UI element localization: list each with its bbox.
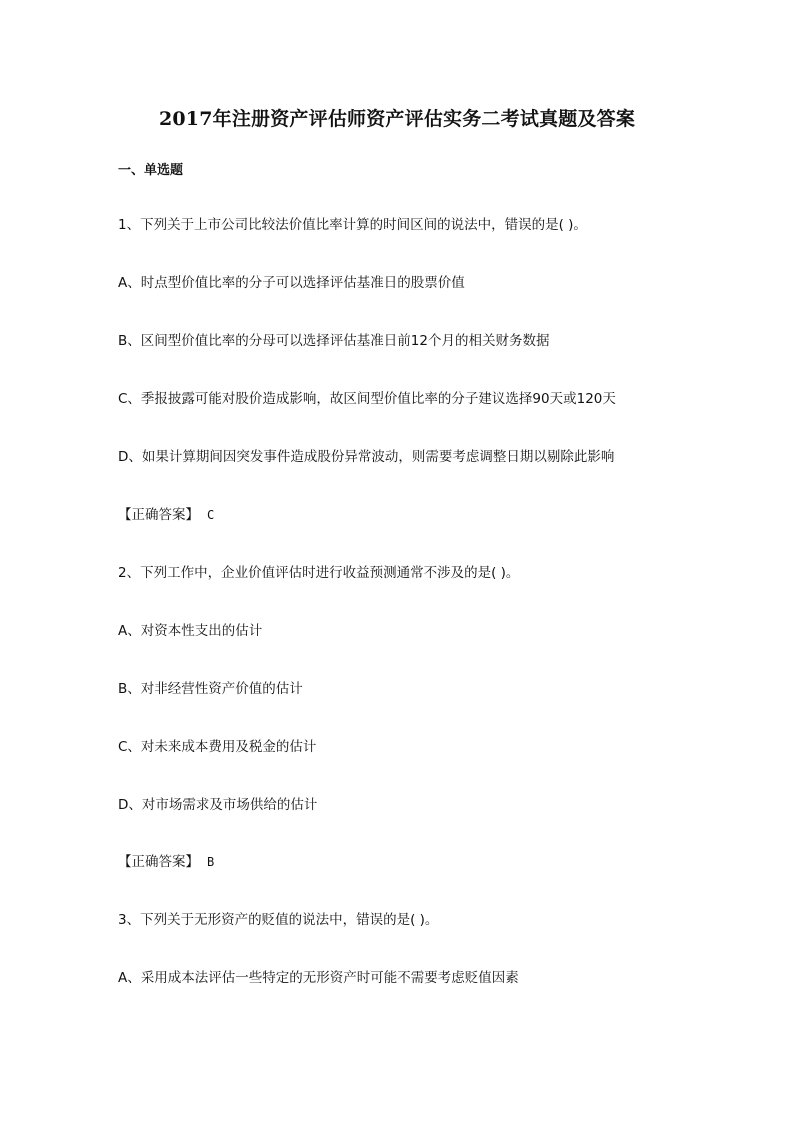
question-3-option-a: A、采用成本法评估一些特定的无形资产时可能不需要考虑贬值因素: [118, 970, 519, 986]
question-2-option-c: C、对未来成本费用及税金的估计: [118, 739, 317, 755]
document-title: 2017年注册资产评估师资产评估实务二考试真题及答案: [158, 108, 636, 130]
question-3-stem: 3、下列关于无形资产的贬值的说法中，错误的是( )。: [118, 912, 439, 928]
question-1-stem: 1、下列关于上市公司比较法价值比率计算的时间区间的说法中，错误的是( )。: [118, 217, 587, 233]
question-1-option-b: B、区间型价值比率的分母可以选择评估基准日前12个月的相关财务数据: [118, 333, 550, 349]
question-2-option-b: B、对非经营性资产价值的估计: [118, 681, 303, 697]
answer-value: C: [207, 508, 215, 522]
answer-label: 【正确答案】: [118, 507, 199, 523]
question-2-option-a: A、对资本性支出的估计: [118, 623, 263, 639]
section-heading: 一、单选题: [118, 163, 184, 178]
question-1-answer: [118, 506, 214, 524]
answer-label: 【正确答案】: [118, 854, 199, 870]
question-2-option-d: D、对市场需求及市场供给的估计: [118, 797, 318, 813]
question-1-option-d: D、如果计算期间因突发事件造成股份异常波动，则需要考虑调整日期以剔除此影响: [118, 449, 615, 465]
answer-value: B: [207, 855, 215, 869]
question-1-option-c: C、季报披露可能对股价造成影响，故区间型价值比率的分子建议选择90天或120天: [118, 391, 616, 407]
question-2-stem: 2、下列工作中，企业价值评估时进行收益预测通常不涉及的是( )。: [118, 565, 520, 581]
question-1-option-a: A、时点型价值比率的分子可以选择评估基准日的股票价值: [118, 275, 465, 291]
question-2-answer: [118, 853, 214, 871]
